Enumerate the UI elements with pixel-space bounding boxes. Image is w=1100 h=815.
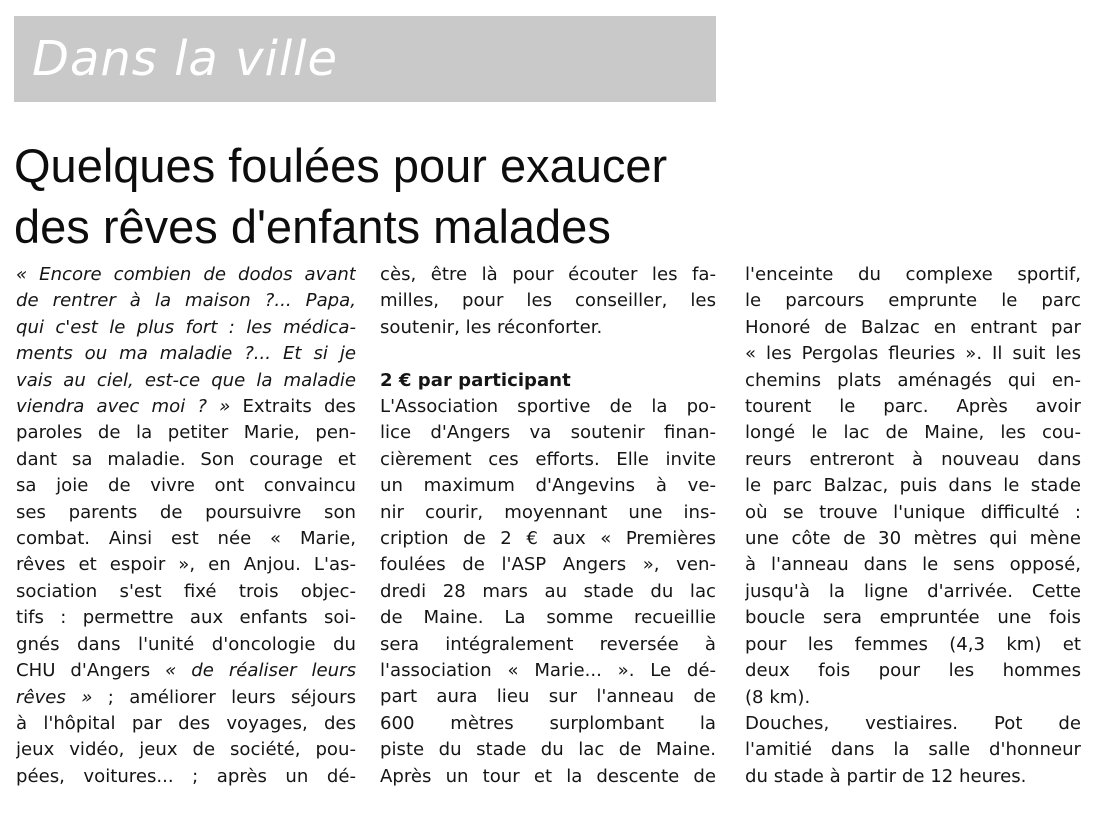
article-column-1 [16,262,356,790]
text-line: l'amitié dans la salle d'honneur [745,739,1081,761]
text-line: piste du stade du lac de Maine. [380,739,716,761]
text-line: deux fois pour les hommes [745,660,1081,682]
body-text: Extraits des [230,396,356,418]
article-headline [14,135,754,257]
text-line: (8 km). [745,686,811,708]
text-line: combat. Ainsi est née « Marie, [16,528,356,550]
text-line: de rentrer à la maison ?... Papa, [16,290,356,312]
text-line: sera intégralement reversée à [380,633,716,655]
text-line: tifs : permettre aux enfants soi- [16,607,356,629]
text-line: l'association « Marie... ». Le dé- [380,660,716,682]
text-line: cription de 2 € aux « Premières [380,528,716,550]
text-line: jusqu'à la ligne d'arrivée. Cette [745,580,1081,602]
text-line: l'enceinte du complexe sportif, [745,264,1081,285]
paragraph-spacer [380,341,716,367]
text-line: vais au ciel, est-ce que la maladie [16,369,356,391]
text-line: ses parents de poursuivre son [16,501,356,523]
text-line: Douches, vestiaires. Pot de [745,712,1081,734]
quoted-text: viendra avec moi ? » [16,396,231,418]
text-line [16,658,356,684]
text-line: cès, être là pour écouter les fa- [380,264,716,285]
text-line: le parcours emprunte le parc [745,290,1081,312]
quoted-text: rêves » [16,686,93,708]
text-line: qui c'est le plus fort : les médica- [16,316,356,338]
text-line: milles, pour les conseiller, les [380,290,716,312]
text-line: dant sa maladie. Son courage et [16,448,356,470]
article-column-3 [745,262,1081,790]
text-line: cièrement ces efforts. Elle invite [380,448,716,470]
text-line: paroles de la petiter Marie, pen- [16,422,356,444]
text-line: le parc Balzac, puis dans le stade [745,475,1081,497]
text-line: dredi 28 mars au stade du lac [380,580,716,602]
text-line: « Encore combien de dodos avant [16,264,356,285]
headline-line: Quelques foulées pour exaucer [14,139,668,192]
text-line: part aura lieu sur l'anneau de [380,686,716,708]
text-line: gnés dans l'unité d'oncologie du [16,633,356,655]
body-text: ; améliorer leurs séjours [92,686,356,708]
text-line: pour les femmes (4,3 km) et [745,633,1081,655]
text-line: une côte de 30 mètres qui mène [745,528,1081,550]
text-line: pées, voitures... ; après un dé- [16,765,356,787]
text-line: boucle sera empruntée une fois [745,607,1081,629]
text-line: chemins plats aménagés qui en- [745,369,1081,391]
text-line: 600 mètres surplombant la [380,712,716,734]
text-line: Après un tour et la descente de [380,765,716,787]
text-line: du stade à partir de 12 heures. [745,765,1027,787]
text-line: soutenir, les réconforter. [380,316,603,338]
text-line: jeux vidéo, jeux de société, pou- [16,739,356,761]
text-line: de Maine. La somme recueillie [380,607,716,629]
body-text: CHU d'Angers [16,660,166,682]
text-line: tourent le parc. Après avoir [745,396,1081,418]
text-line: sa joie de vivre ont convaincu [16,475,356,497]
text-line: à l'anneau dans le sens opposé, [745,554,1081,576]
text-line: lice d'Angers va soutenir finan- [380,422,716,444]
text-line: longé le lac de Maine, les cou- [745,422,1081,444]
text-line: à l'hôpital par des voyages, des [16,712,356,734]
text-line: Honoré de Balzac en entrant par [745,316,1081,338]
quoted-text: « de réaliser leurs [165,660,356,682]
text-line: foulées de l'ASP Angers », ven- [380,554,716,576]
text-line: L'Association sportive de la po- [380,396,716,418]
text-line: un maximum d'Angevins à ve- [380,475,716,497]
text-line: ments ou ma maladie ?... Et si je [16,343,356,365]
article-subheading: 2 € par participant [380,369,571,391]
text-line: reurs entreront à nouveau dans [745,448,1081,470]
article-column-2 [380,262,716,790]
section-rubric-banner [14,16,716,102]
text-line: sociation s'est fixé trois objec- [16,580,356,602]
text-line: où se trouve l'unique difficulté : [745,501,1081,523]
section-rubric-label: Dans la ville [32,31,339,87]
text-line: nir courir, moyennant une ins- [380,501,716,523]
text-line [16,685,356,711]
headline-line: des rêves d'enfants malades [14,200,611,253]
text-line: « les Pergolas fleuries ». Il suit les [745,343,1081,365]
text-line [16,394,356,420]
text-line: rêves et espoir », en Anjou. L'as- [16,554,356,576]
